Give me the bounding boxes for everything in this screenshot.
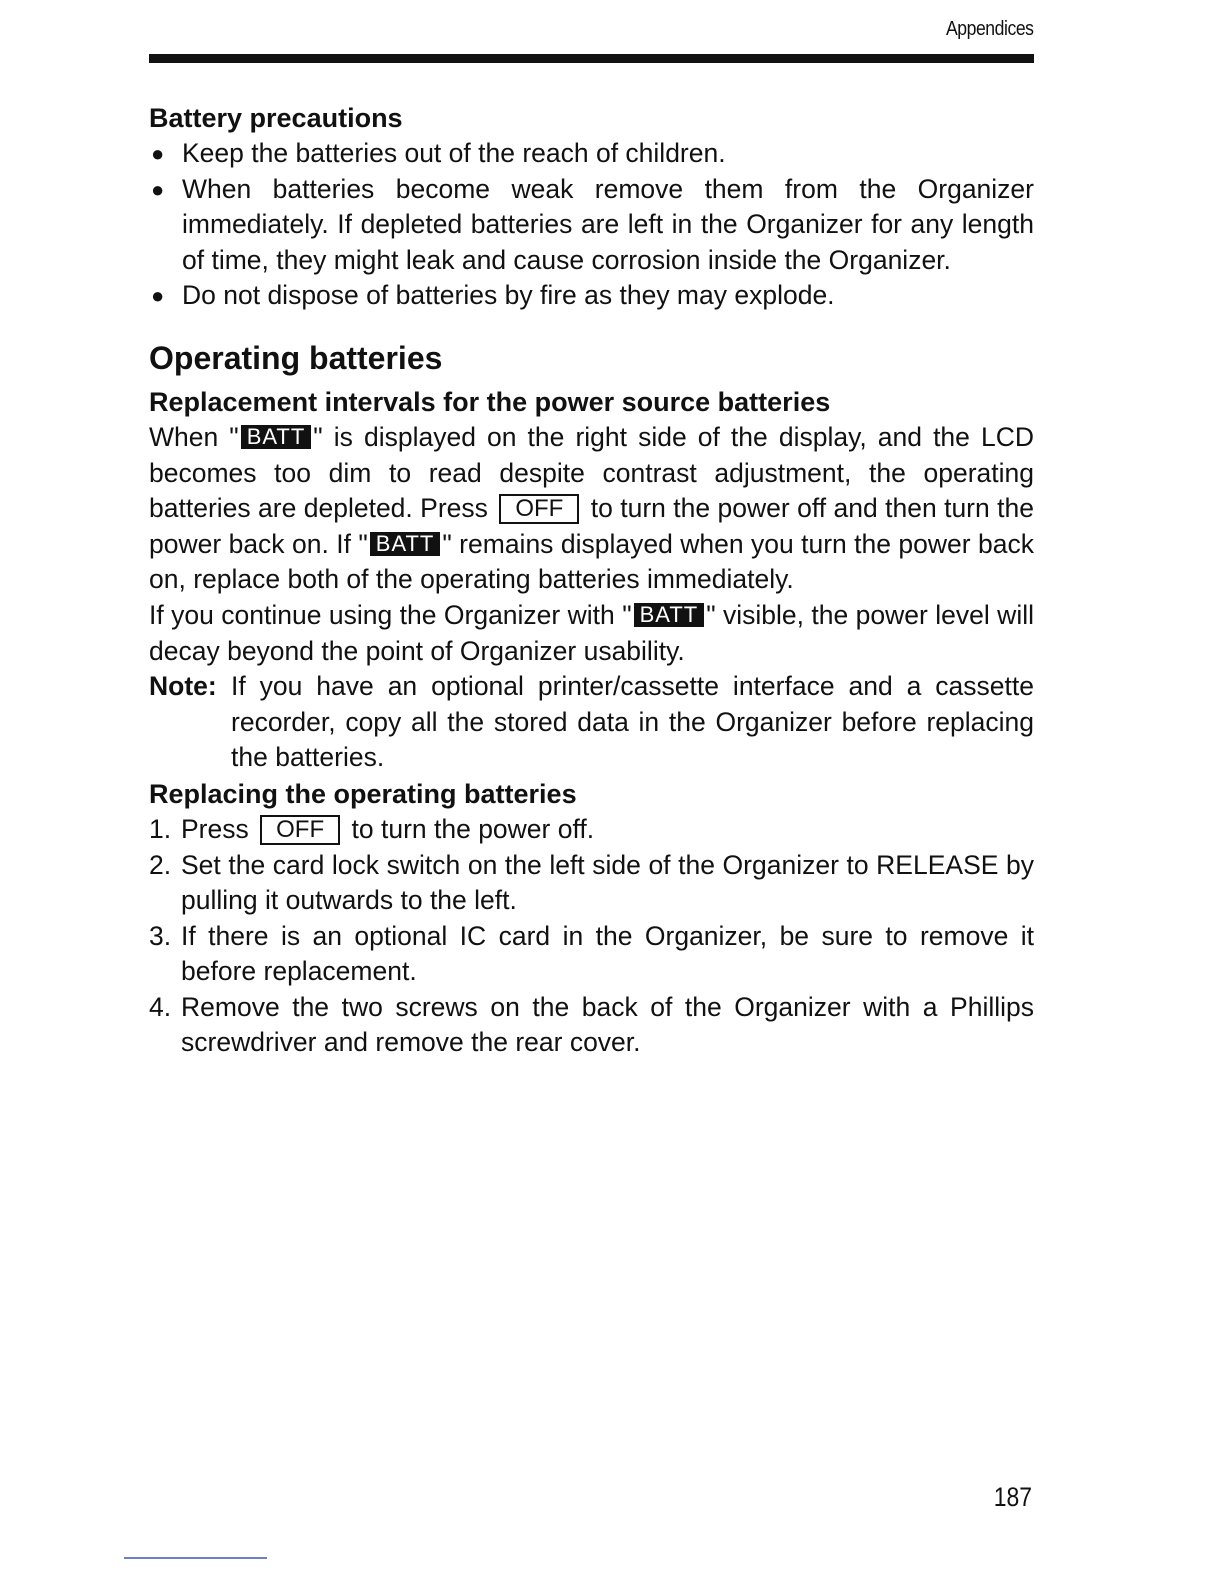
step-number: 4. bbox=[149, 991, 172, 1022]
list-item-text: Keep the batteries out of the reach of children. bbox=[182, 138, 726, 168]
list-item bbox=[149, 990, 1034, 1061]
replacing-batteries-heading: Replacing the operating batteries bbox=[149, 778, 577, 809]
list-item-text: Do not dispose of batteries by fire as they may explode. bbox=[182, 280, 835, 311]
step-text: Remove the two screws on the back of the Organizer with a Phillips screwdriver and remove the rear cover. bbox=[181, 991, 1034, 1058]
text-run: " is displayed on the right side of the display, and the LCD becomes too dim to read despite contrast adjustment, the operating batteries are depleted. Press bbox=[149, 421, 1034, 524]
step-number: 1. bbox=[149, 813, 172, 844]
list-item bbox=[149, 172, 1034, 279]
list-item bbox=[149, 848, 1034, 919]
note-text: If you have an optional printer/cassette interface and a cassette recorder, copy all the stored data in the Organizer before replacing the batteries. bbox=[231, 671, 1034, 773]
note-block bbox=[149, 669, 1034, 776]
step-number: 3. bbox=[149, 920, 172, 951]
batt-paragraph-2 bbox=[149, 598, 1034, 669]
steps-list bbox=[149, 812, 1034, 1061]
batt-indicator: BATT bbox=[370, 532, 441, 556]
step-text: If there is an optional IC card in the Organizer, be sure to remove it before replacement. bbox=[181, 920, 1034, 987]
batt-paragraph-1 bbox=[149, 420, 1034, 598]
battery-precautions-heading: Battery precautions bbox=[149, 103, 403, 133]
footer-rule bbox=[124, 1557, 267, 1559]
text-run: If you continue using the Organizer with " bbox=[149, 599, 632, 630]
list-item bbox=[149, 278, 1034, 314]
step-text: Set the card lock switch on the left side of the Organizer to RELEASE by pulling it outwards to the left. bbox=[181, 849, 1034, 916]
operating-batteries-heading: Operating batteries bbox=[149, 339, 443, 376]
text-run: Press bbox=[181, 813, 249, 844]
batt-indicator: BATT bbox=[241, 425, 312, 449]
list-item bbox=[149, 136, 1034, 172]
list-item bbox=[149, 812, 1034, 848]
text-run: to turn the power off and then turn the power back on. If " bbox=[149, 493, 1034, 559]
running-head: Appendices bbox=[946, 18, 1034, 40]
precautions-list bbox=[149, 136, 1034, 314]
off-key: OFF bbox=[499, 494, 579, 524]
list-item-text: When batteries become weak remove them from the Organizer immediately. If depleted batteries are left in the Organizer for any length of time, they might leak and cause corrosion inside the Organizer. bbox=[182, 173, 1034, 275]
bullet-icon: ● bbox=[151, 176, 165, 202]
note-label: Note: bbox=[149, 671, 217, 702]
page-content bbox=[149, 100, 1034, 1061]
step-number: 2. bbox=[149, 849, 172, 880]
page-number: 187 bbox=[993, 1482, 1032, 1512]
batt-indicator: BATT bbox=[634, 603, 705, 627]
replacement-intervals-heading: Replacement intervals for the power source batteries bbox=[149, 386, 831, 417]
off-key: OFF bbox=[260, 815, 340, 845]
text-run: " remains displayed when you turn the power back on, replace both of the operating batteries immediately. bbox=[149, 528, 1034, 595]
step-text bbox=[181, 812, 1034, 848]
bullet-icon: ● bbox=[151, 283, 165, 309]
text-run: When " bbox=[149, 421, 239, 452]
list-item bbox=[149, 919, 1034, 990]
header-rule bbox=[149, 54, 1034, 63]
bullet-icon: ● bbox=[151, 141, 165, 166]
text-run: " visible, the power level will decay beyond the point of Organizer usability. bbox=[149, 599, 1034, 666]
text-run: to turn the power off. bbox=[351, 813, 595, 844]
